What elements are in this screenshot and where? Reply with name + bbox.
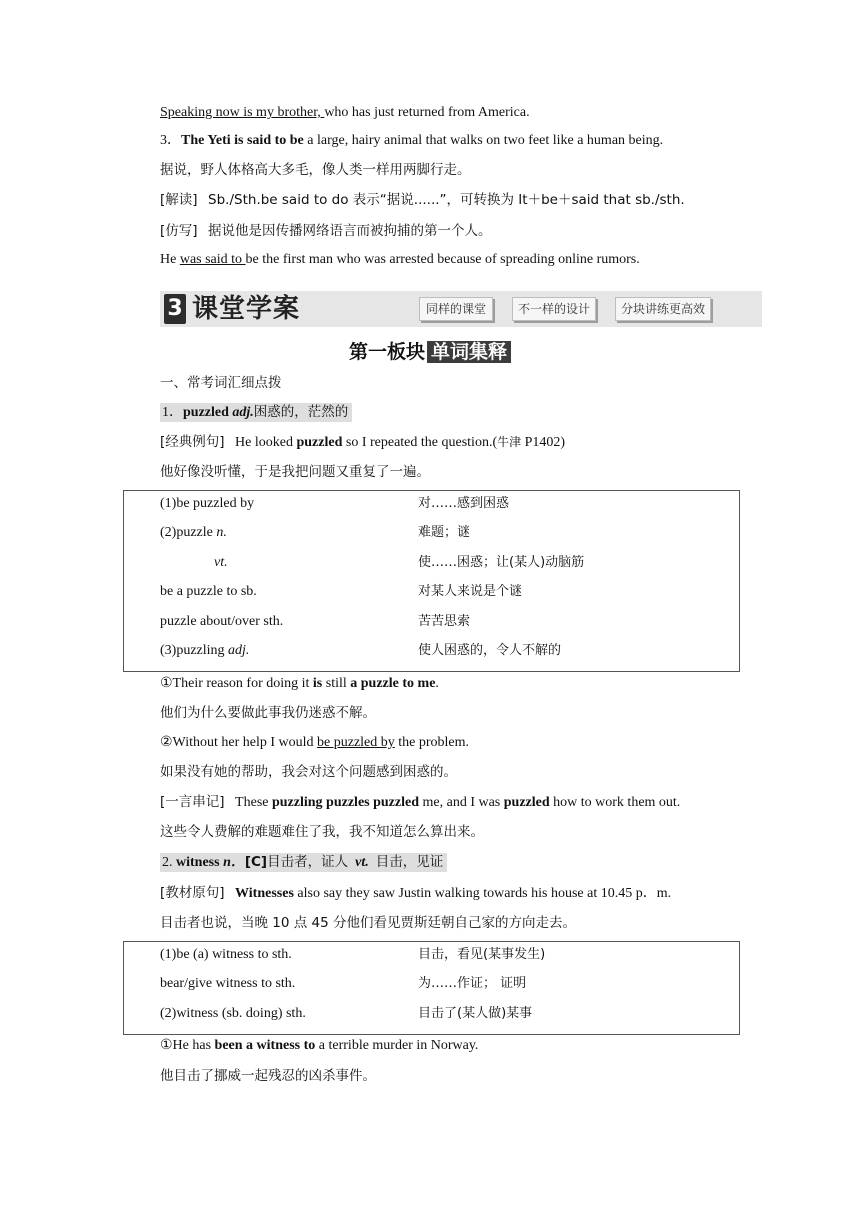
usage-meaning: 苦苦思索 [418, 614, 471, 629]
usage-meaning: 对某人来说是个谜 [418, 584, 523, 599]
classic-example-translation: 他好像没听懂，于是我把问题又重复了一遍。 [160, 464, 430, 480]
usage-row: (2)witness (sb. doing) sth. [160, 1006, 306, 1021]
example-2: ②Without her help I would be puzzled by the problem. [160, 735, 470, 750]
banner-title: 课堂学案 [192, 294, 301, 324]
banner-chip-1: 同样的课堂 [419, 297, 493, 321]
usage-row: be a puzzle to sb. [160, 584, 257, 599]
lesson-banner [160, 291, 762, 327]
usage-box-puzzle [123, 490, 740, 672]
usage-row: vt. [214, 555, 228, 570]
usage-row: (1)be (a) witness to sth. [160, 947, 292, 962]
imitation-answer: He was said to be the first man who was arrested because of spreading online rumors. [160, 252, 640, 267]
usage-meaning: 难题；谜 [418, 525, 471, 540]
word-entry-puzzled: 1．puzzled adj.困惑的，茫然的 [160, 402, 352, 423]
usage-row: puzzle about/over sth. [160, 614, 284, 629]
witness-example-1-translation: 他目击了挪威一起残忍的凶杀事件。 [160, 1068, 376, 1084]
usage-box-witness [123, 941, 740, 1035]
usage-meaning: 为……作证； 证明 [418, 976, 527, 991]
banner-chip-2: 不一样的设计 [512, 297, 596, 321]
item-3-translation: 据说，野人体格高大多毛，像人类一样用两脚行走。 [160, 162, 471, 178]
textbook-sentence: [教材原句] Witnesses also say they saw Justin walking towards his house at 10.45 p．m. [160, 885, 672, 901]
usage-row: (3)puzzling adj. [160, 643, 250, 658]
usage-meaning: 使……困惑；让(某人)动脑筋 [418, 555, 585, 570]
textbook-translation: 目击者也说，当晚 10 点 45 分他们看见贾斯廷朝自己家的方向走去。 [160, 915, 577, 931]
usage-row: (1)be puzzled by [160, 496, 255, 511]
interpretation-line: [解读] Sb./Sth.be said to do 表示“据说......”，可转换为 It＋be＋said that sb./sth. [160, 192, 685, 208]
section-heading: 第一板块 单词集释 [0, 340, 860, 364]
usage-meaning: 对……感到困惑 [418, 496, 510, 511]
banner-chip-3: 分块讲练更高效 [615, 297, 711, 321]
imitation-line: [仿写] 据说他是因传播网络语言而被拘捕的第一个人。 [160, 223, 492, 239]
witness-example-1: ①He has been a witness to a terrible murder in Norway. [160, 1038, 479, 1053]
blank-answer: was said to [179, 252, 246, 267]
usage-meaning: 使人困惑的，令人不解的 [418, 643, 562, 658]
part-heading: 一、常考词汇细点拨 [160, 375, 282, 391]
example-1-translation: 他们为什么要做此事我仍迷惑不解。 [160, 705, 376, 721]
usage-meaning: 目击了(某人做)某事 [418, 1006, 533, 1021]
usage-meaning: 目击，看见(某事发生) [418, 947, 546, 962]
usage-row: (2)puzzle n. [160, 525, 227, 540]
item-3-sentence: 3．The Yeti is said to be a large, hairy animal that walks on two feet like a human being. [160, 133, 664, 148]
classic-example: [经典例句] He looked puzzled so I repeated the question.(牛津 P1402) [160, 434, 566, 450]
top-line-1: Speaking now is my brother, who has just returned from America. [160, 105, 530, 120]
usage-row: bear/give witness to sth. [160, 976, 296, 991]
blank-answer: be puzzled by [317, 735, 395, 750]
blank-answer: Speaking now is my brother, [160, 105, 325, 120]
memory-translation: 这些令人费解的难题难住了我，我不知道怎么算出来。 [160, 824, 484, 840]
example-2-translation: 如果没有她的帮助，我会对这个问题感到困惑的。 [160, 764, 457, 780]
example-1: ①Their reason for doing it is still a puzzle to me. [160, 676, 439, 691]
memory-sentence: [一言串记] These puzzling puzzles puzzled me, and I was puzzled how to work them out. [160, 794, 681, 810]
section-number-badge: 3 [164, 294, 186, 324]
word-entry-witness: 2. witness n．[C]目击者，证人 vt. 目击，见证 [160, 852, 447, 873]
